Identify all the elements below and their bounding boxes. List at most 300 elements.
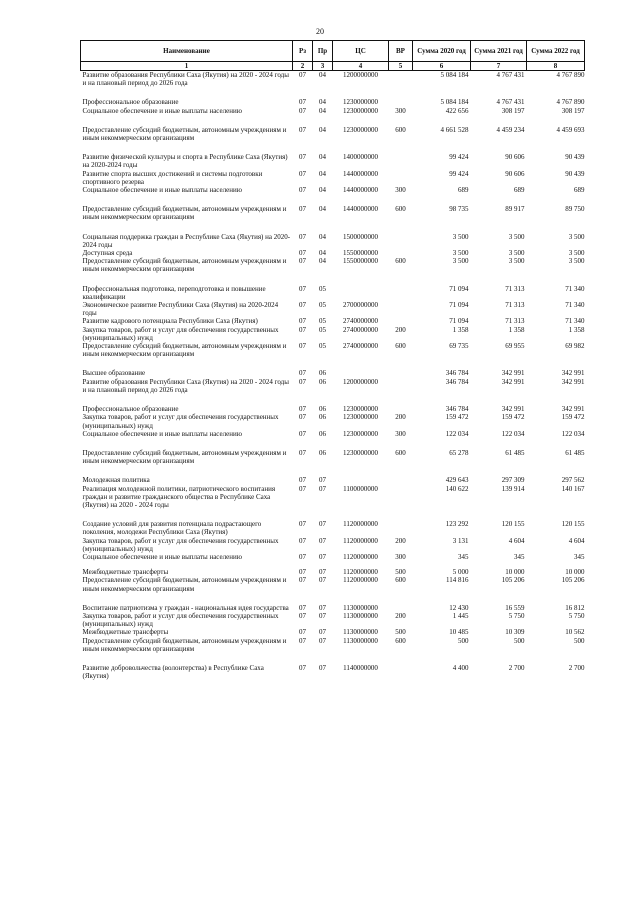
- table-row: [81, 568, 585, 576]
- row-rz: 07: [299, 536, 306, 545]
- row-cs: 1500000000: [343, 232, 378, 241]
- table-row: [81, 520, 585, 536]
- row-pr: 07: [319, 520, 326, 529]
- row-vr: [389, 249, 413, 257]
- row-pr: 04: [319, 125, 326, 134]
- row-spacer-cell: [81, 115, 585, 126]
- row-rz: 07: [299, 98, 306, 107]
- row-sum-2021: 10 000: [505, 568, 525, 577]
- row-name: Закупка товаров, работ и услуг для обеспечения государственных (муниципальных) нужд: [82, 413, 279, 430]
- row-pr: 06: [319, 429, 326, 438]
- row-spacer: [81, 358, 585, 369]
- row-rz: 07: [299, 249, 306, 258]
- row-rz: 07: [299, 257, 306, 266]
- row-spacer-cell: [81, 222, 585, 233]
- row-sum-2022: 1 358: [568, 325, 585, 334]
- row-name: Развитие кадрового потенциала Республики Саха (Якутия): [82, 317, 258, 326]
- row-sum-2022: 122 034: [561, 429, 585, 438]
- row-cs: 1230000000: [343, 413, 378, 422]
- row-spacer: [81, 593, 585, 604]
- row-pr: 04: [319, 106, 326, 115]
- row-vr: [389, 604, 413, 612]
- row-sum-2020: 71 094: [449, 284, 469, 293]
- table-row: [81, 664, 585, 680]
- table-row: [81, 413, 585, 429]
- table-row: [81, 186, 585, 194]
- row-rz: 07: [299, 153, 306, 162]
- row-name: Развитие добровольчества (волонтерства) в Республике Саха (Якутия): [82, 663, 264, 681]
- row-cs: 1120000000: [343, 520, 378, 529]
- row-sum-2020: 12 430: [449, 603, 469, 612]
- row-sum-2020: 3 131: [452, 536, 469, 545]
- row-rz: 07: [299, 71, 306, 79]
- table-row: [81, 153, 585, 169]
- column-number: 5: [389, 62, 413, 71]
- table-row: [81, 369, 585, 377]
- table-row: [81, 126, 585, 142]
- table-row: [81, 98, 585, 106]
- row-sum-2022: 3 500: [568, 232, 585, 241]
- row-sum-2022: 89 750: [565, 205, 585, 214]
- row-cs: 1130000000: [343, 603, 378, 612]
- row-sum-2021: 5 750: [508, 611, 525, 620]
- row-cs: [333, 476, 389, 484]
- row-vr: [389, 476, 413, 484]
- row-cs: 1440000000: [343, 205, 378, 214]
- column-number: 3: [313, 62, 333, 71]
- table-row: [81, 476, 585, 484]
- table-row: [81, 485, 585, 510]
- row-spacer-cell: [81, 465, 585, 476]
- row-sum-2022: 4 767 890: [556, 98, 585, 107]
- row-sum-2020: 1 445: [452, 611, 469, 620]
- row-rz: 07: [299, 520, 306, 529]
- row-name: Высшее образование: [82, 369, 146, 378]
- row-name: Закупка товаров, работ и услуг для обеспечения государственных (муниципальных) нужд: [82, 611, 279, 629]
- row-sum-2020: 5 084 184: [440, 98, 469, 107]
- row-sum-2021: 689: [514, 186, 525, 195]
- table-row: [81, 301, 585, 317]
- row-sum-2021: 297 309: [501, 476, 525, 485]
- table-row: [81, 317, 585, 325]
- row-pr: 05: [319, 284, 326, 293]
- row-vr: 600: [395, 636, 406, 645]
- row-vr: 300: [395, 429, 406, 438]
- row-sum-2020: 4 661 528: [440, 125, 469, 134]
- column-number: 6: [413, 62, 471, 71]
- column-number: 4: [333, 62, 389, 71]
- row-pr: 04: [319, 98, 326, 107]
- row-vr: [389, 664, 413, 680]
- row-vr: [389, 71, 413, 88]
- row-cs: 1100000000: [343, 484, 378, 493]
- row-sum-2022: 90 439: [565, 153, 585, 162]
- table-row: [81, 537, 585, 553]
- table-row: [81, 107, 585, 115]
- row-sum-2022: 69 982: [565, 342, 585, 351]
- row-name: Молодежная политика: [82, 476, 150, 485]
- row-sum-2022: 342 991: [561, 377, 585, 386]
- row-name: Предоставление субсидий бюджетным, автономным учреждениям и иным некоммерческим организациям: [82, 125, 287, 143]
- row-cs: 1230000000: [343, 448, 378, 457]
- row-rz: 07: [299, 186, 306, 195]
- row-cs: 1120000000: [343, 552, 378, 561]
- row-name: Воспитание патриотизма у граждан - национальная идея государства: [82, 603, 289, 612]
- row-sum-2020: 159 472: [445, 413, 469, 422]
- row-rz: 07: [299, 232, 306, 241]
- row-pr: 07: [319, 576, 326, 585]
- table-row: [81, 628, 585, 636]
- row-rz: 07: [299, 413, 306, 422]
- row-vr: 200: [395, 611, 406, 620]
- row-sum-2021: 159 472: [501, 413, 525, 422]
- row-cs: 1230000000: [343, 98, 378, 107]
- row-name: Создание условий для развития потенциала подрастающего поколения, молодежи Республики Саха (Якутия): [82, 520, 262, 537]
- row-sum-2020: 346 784: [445, 405, 469, 414]
- row-sum-2020: 429 643: [445, 476, 469, 485]
- header-vr: ВР: [389, 41, 413, 62]
- row-sum-2021: 122 034: [501, 429, 525, 438]
- row-vr: [389, 485, 413, 510]
- row-cs: 1130000000: [343, 636, 378, 645]
- row-name: Закупка товаров, работ и услуг для обеспечения государственных (муниципальных) нужд: [82, 325, 279, 342]
- row-sum-2022: 71 340: [565, 284, 585, 293]
- row-name: Предоставление субсидий бюджетным, автономным учреждениям и иным некоммерческим организациям: [82, 342, 287, 359]
- row-sum-2020: 3 500: [452, 249, 469, 258]
- row-vr: [389, 369, 413, 377]
- row-vr: [389, 378, 413, 394]
- row-pr: 05: [319, 342, 326, 351]
- row-rz: 07: [299, 576, 306, 585]
- table-row: [81, 326, 585, 342]
- budget-table-sheet: [80, 40, 584, 680]
- row-sum-2021: 90 606: [505, 169, 525, 178]
- row-name: Экономическое развитие Республики Саха (Якутия) на 2020-2024 годы: [82, 301, 279, 318]
- row-spacer: [81, 194, 585, 205]
- row-vr: 200: [395, 536, 406, 545]
- row-cs: 1230000000: [343, 106, 378, 115]
- row-cs: 1230000000: [343, 405, 378, 414]
- row-vr: 300: [395, 552, 406, 561]
- row-rz: 07: [299, 628, 306, 637]
- row-sum-2021: 139 914: [501, 484, 525, 493]
- row-rz: 07: [299, 205, 306, 214]
- row-sum-2022: 297 562: [561, 476, 585, 485]
- row-pr: 06: [319, 377, 326, 386]
- row-name: Профессиональное образование: [82, 98, 179, 107]
- row-sum-2020: 1 358: [452, 325, 469, 334]
- row-rz: 07: [299, 405, 306, 414]
- header-sum-2020: Сумма 2020 год: [413, 41, 471, 62]
- row-sum-2022: 4 459 693: [556, 125, 585, 134]
- table-row: [81, 449, 585, 465]
- row-rz: 07: [299, 125, 306, 134]
- row-spacer: [81, 509, 585, 520]
- row-cs: 2740000000: [343, 342, 378, 351]
- row-sum-2021: 105 206: [501, 576, 525, 585]
- row-cs: 2700000000: [343, 301, 378, 310]
- row-rz: 07: [299, 484, 306, 493]
- row-pr: 07: [319, 552, 326, 561]
- row-sum-2020: 3 500: [452, 232, 469, 241]
- row-sum-2022: 3 500: [568, 257, 585, 266]
- row-vr: 600: [395, 342, 406, 351]
- row-sum-2021: 90 606: [505, 153, 525, 162]
- row-sum-2020: 123 292: [445, 520, 469, 529]
- row-pr: 07: [319, 484, 326, 493]
- row-spacer-cell: [81, 394, 585, 405]
- row-pr: 07: [319, 568, 326, 577]
- row-vr: 600: [395, 576, 406, 585]
- row-sum-2021: 71 313: [505, 284, 525, 293]
- row-rz: 07: [299, 636, 306, 645]
- row-sum-2021: 4 604: [508, 536, 525, 545]
- row-pr: 07: [319, 536, 326, 545]
- table-row: [81, 71, 585, 88]
- header-name: Наименование: [81, 41, 293, 62]
- row-sum-2021: 3 500: [508, 249, 525, 258]
- row-spacer-cell: [81, 593, 585, 604]
- row-sum-2022: 71 340: [565, 301, 585, 310]
- row-sum-2020: 5 084 184: [440, 71, 469, 79]
- row-rz: 07: [299, 369, 306, 378]
- table-row: [81, 430, 585, 438]
- row-spacer-cell: [81, 194, 585, 205]
- table-row: [81, 249, 585, 257]
- row-sum-2021: 1 358: [508, 325, 525, 334]
- row-pr: 06: [319, 413, 326, 422]
- row-rz: 07: [299, 448, 306, 457]
- row-sum-2020: 99 424: [449, 153, 469, 162]
- table-row: [81, 378, 585, 394]
- table-row: [81, 342, 585, 358]
- row-pr: 06: [319, 448, 326, 457]
- row-sum-2021: 342 991: [501, 405, 525, 414]
- row-vr: [389, 317, 413, 325]
- row-vr: [389, 520, 413, 536]
- row-pr: 07: [319, 628, 326, 637]
- row-spacer: [81, 465, 585, 476]
- row-cs: [333, 369, 389, 377]
- row-sum-2020: 346 784: [445, 369, 469, 378]
- row-name: Развитие спорта высших достижений и системы подготовки спортивного резерва: [82, 169, 263, 186]
- row-sum-2022: 342 991: [561, 405, 585, 414]
- row-sum-2022: 3 500: [568, 249, 585, 258]
- row-vr: [389, 98, 413, 106]
- row-sum-2022: 4 604: [568, 536, 585, 545]
- row-vr: 600: [395, 257, 406, 266]
- row-sum-2021: 4 767 431: [496, 71, 525, 79]
- row-pr: 04: [319, 232, 326, 241]
- row-pr: 04: [319, 186, 326, 195]
- row-name: Развитие образования Республики Саха (Якутия) на 2020 - 2024 годы и на плановый период до 2026 года: [82, 377, 289, 394]
- row-sum-2020: 99 424: [449, 169, 469, 178]
- row-name: Социальная поддержка граждан в Республике Саха (Якутия) на 2020-2024 годы: [82, 232, 291, 249]
- header-sum-2021: Сумма 2021 год: [471, 41, 527, 62]
- row-spacer: [81, 87, 585, 98]
- row-spacer: [81, 115, 585, 126]
- row-sum-2022: 71 340: [565, 317, 585, 326]
- row-sum-2020: 500: [458, 636, 469, 645]
- row-spacer: [81, 438, 585, 449]
- row-rz: 07: [299, 611, 306, 620]
- row-spacer-cell: [81, 509, 585, 520]
- row-sum-2020: 122 034: [445, 429, 469, 438]
- row-cs: 1400000000: [343, 153, 378, 162]
- row-spacer: [81, 274, 585, 285]
- row-spacer-cell: [81, 274, 585, 285]
- row-vr: [389, 233, 413, 249]
- row-name: Межбюджетные трансферты: [82, 568, 169, 577]
- row-vr: 200: [395, 325, 406, 334]
- row-sum-2020: 71 094: [449, 317, 469, 326]
- row-cs: 1550000000: [343, 257, 378, 266]
- row-vr: 300: [395, 106, 406, 115]
- row-name: Развитие физической культуры и спорта в Республике Саха (Якутия) на 2020-2024 годы: [82, 153, 288, 170]
- row-name: Закупка товаров, работ и услуг для обеспечения государственных (муниципальных) нужд: [82, 536, 279, 553]
- row-spacer-cell: [81, 438, 585, 449]
- row-pr: 06: [319, 405, 326, 414]
- header-pr: Пр: [313, 41, 333, 62]
- row-spacer-cell: [81, 142, 585, 153]
- row-sum-2021: 500: [514, 636, 525, 645]
- row-sum-2022: 159 472: [561, 413, 585, 422]
- row-cs: 1130000000: [343, 628, 378, 637]
- row-cs: 1120000000: [343, 568, 378, 577]
- table-row: [81, 257, 585, 273]
- row-pr: 07: [319, 636, 326, 645]
- table-row: [81, 612, 585, 628]
- row-sum-2022: 61 485: [565, 448, 585, 457]
- row-sum-2022: 4 767 890: [556, 71, 585, 79]
- row-spacer: [81, 394, 585, 405]
- row-rz: 07: [299, 429, 306, 438]
- row-name: Предоставление субсидий бюджетным, автономным учреждениям и иным некоммерческим организациям: [82, 257, 287, 274]
- row-vr: 600: [395, 125, 406, 134]
- row-vr: [389, 153, 413, 169]
- row-name: Социальное обеспечение и иные выплаты населению: [82, 186, 242, 195]
- row-spacer: [81, 222, 585, 233]
- row-sum-2021: 89 917: [505, 205, 525, 214]
- row-name: Профессиональная подготовка, переподготовка и повышение квалификации: [82, 284, 266, 301]
- row-rz: 07: [299, 663, 306, 672]
- row-vr: [389, 301, 413, 317]
- column-number: 7: [471, 62, 527, 71]
- row-cs: 1130000000: [343, 611, 378, 620]
- row-sum-2021: 71 313: [505, 301, 525, 310]
- row-name: Социальное обеспечение и иные выплаты населению: [82, 106, 242, 115]
- row-sum-2021: 2 700: [508, 663, 525, 672]
- row-cs: 1230000000: [343, 429, 378, 438]
- row-pr: 07: [319, 476, 326, 485]
- row-sum-2021: 3 500: [508, 257, 525, 266]
- table-row: [81, 233, 585, 249]
- row-sum-2020: 69 735: [449, 342, 469, 351]
- row-sum-2022: 689: [574, 186, 585, 195]
- row-sum-2022: 2 700: [568, 663, 585, 672]
- row-pr: 04: [319, 153, 326, 162]
- page-number: 20: [316, 27, 324, 36]
- row-cs: 1200000000: [343, 377, 378, 386]
- row-cs: 2740000000: [343, 317, 378, 326]
- row-sum-2021: 342 991: [501, 377, 525, 386]
- row-sum-2020: 3 500: [452, 257, 469, 266]
- row-vr: 600: [395, 448, 406, 457]
- row-sum-2021: 16 559: [505, 603, 525, 612]
- row-cs: [333, 285, 389, 301]
- row-name: Предоставление субсидий бюджетным, автономным учреждениям и иным некоммерческим организациям: [82, 448, 287, 466]
- row-pr: 05: [319, 325, 326, 334]
- row-sum-2020: 114 816: [446, 576, 469, 585]
- row-rz: 07: [299, 342, 306, 351]
- row-pr: 05: [319, 301, 326, 310]
- row-rz: 07: [299, 377, 306, 386]
- row-sum-2020: 5 000: [452, 568, 469, 577]
- row-sum-2021: 71 313: [505, 317, 525, 326]
- header-sum-2022: Сумма 2022 год: [527, 41, 585, 62]
- row-vr: 500: [395, 628, 406, 637]
- row-pr: 04: [319, 71, 326, 79]
- row-spacer-cell: [81, 358, 585, 369]
- row-sum-2022: 140 167: [561, 484, 585, 493]
- row-name: Социальное обеспечение и иные выплаты населению: [82, 552, 242, 561]
- row-cs: 1440000000: [343, 186, 378, 195]
- row-sum-2022: 120 155: [561, 520, 585, 529]
- table-row: [81, 405, 585, 413]
- table-row: [81, 285, 585, 301]
- row-sum-2020: 4 400: [452, 663, 469, 672]
- row-sum-2021: 69 955: [505, 342, 525, 351]
- row-spacer-cell: [81, 561, 585, 568]
- row-pr: 06: [319, 369, 326, 378]
- row-sum-2022: 10 562: [565, 628, 585, 637]
- table-row: [81, 553, 585, 561]
- row-sum-2020: 140 622: [445, 484, 469, 493]
- row-pr: 05: [319, 317, 326, 326]
- row-rz: 07: [299, 169, 306, 178]
- row-name: Доступная среда: [82, 249, 133, 258]
- row-vr: 600: [395, 205, 406, 214]
- row-name: Предоставление субсидий бюджетным, автономным учреждениям и иным некоммерческим организациям: [82, 205, 287, 222]
- row-vr: 300: [395, 186, 406, 195]
- row-name: Профессиональное образование: [82, 405, 179, 414]
- row-sum-2022: 345: [574, 552, 585, 561]
- row-sum-2020: 422 656: [445, 106, 469, 115]
- row-sum-2022: 308 197: [561, 106, 585, 115]
- row-sum-2020: 345: [458, 552, 469, 561]
- row-sum-2021: 345: [514, 552, 525, 561]
- row-vr: [389, 170, 413, 186]
- row-pr: 04: [319, 169, 326, 178]
- table-header-row: [81, 41, 585, 62]
- row-name: Социальное обеспечение и иные выплаты населению: [82, 429, 242, 438]
- table-row: [81, 604, 585, 612]
- column-number: 8: [527, 62, 585, 71]
- row-pr: 04: [319, 205, 326, 214]
- column-number: 1: [81, 62, 293, 71]
- row-cs: 1550000000: [343, 249, 378, 258]
- row-rz: 07: [299, 106, 306, 115]
- row-sum-2020: 10 485: [449, 628, 469, 637]
- row-sum-2021: 308 197: [501, 106, 525, 115]
- row-spacer: [81, 653, 585, 664]
- row-vr: [389, 405, 413, 413]
- row-sum-2021: 3 500: [508, 232, 525, 241]
- row-vr: 500: [395, 568, 406, 577]
- row-rz: 07: [299, 325, 306, 334]
- budget-table: [80, 40, 585, 680]
- row-spacer: [81, 142, 585, 153]
